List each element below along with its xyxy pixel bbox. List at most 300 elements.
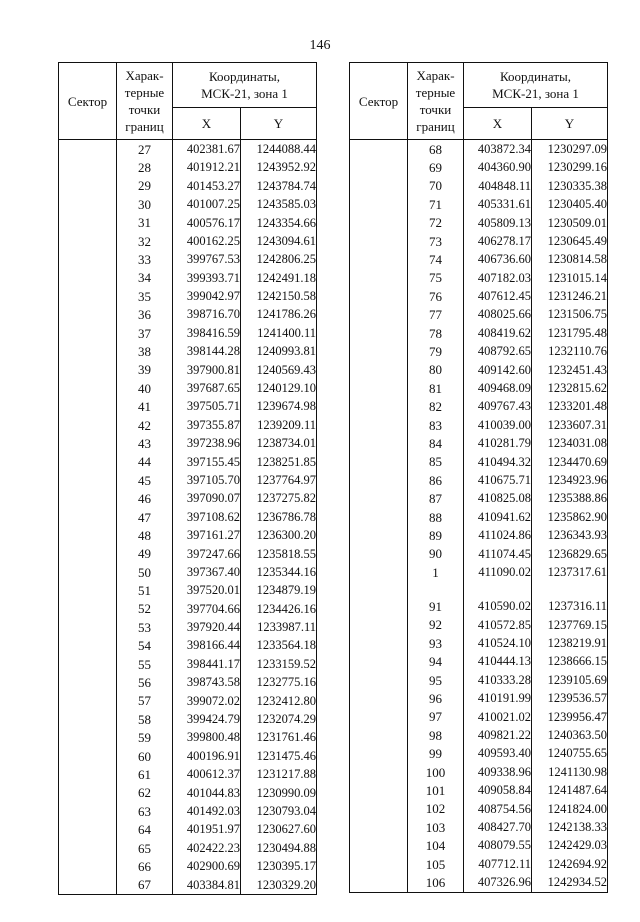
header-points: Харак- терные точки границ — [408, 63, 464, 140]
x-cell: 399800.48 — [173, 729, 241, 747]
y-cell: 1242694.92 — [532, 855, 608, 873]
x-cell: 408792.65 — [464, 342, 532, 360]
y-cell: 1233607.31 — [532, 416, 608, 434]
point-cell: 59 — [117, 729, 173, 747]
point-cell: 89 — [408, 526, 464, 544]
sector-cell — [350, 836, 408, 854]
sector-cell — [350, 763, 408, 781]
table-row — [350, 689, 608, 707]
table-row — [59, 655, 317, 673]
table-row — [350, 597, 608, 615]
point-cell: 36 — [117, 306, 173, 324]
sector-cell — [59, 158, 117, 176]
x-cell: 410941.62 — [464, 508, 532, 526]
point-cell: 54 — [117, 637, 173, 655]
table-row — [350, 342, 608, 360]
y-cell: 1240363.50 — [532, 726, 608, 744]
table-row — [350, 232, 608, 250]
table-row — [350, 195, 608, 213]
y-cell: 1234031.08 — [532, 434, 608, 452]
x-cell: 397505.71 — [173, 397, 241, 415]
y-cell: 1241786.26 — [241, 306, 317, 324]
y-cell: 1239209.11 — [241, 416, 317, 434]
point-cell: 58 — [117, 710, 173, 728]
sector-cell — [350, 416, 408, 434]
sector-cell — [350, 873, 408, 892]
y-cell: 1239105.69 — [532, 671, 608, 689]
point-cell: 76 — [408, 287, 464, 305]
point-cell: 77 — [408, 306, 464, 324]
y-cell: 1241130.98 — [532, 763, 608, 781]
x-cell: 400612.37 — [173, 765, 241, 783]
point-cell: 67 — [117, 876, 173, 895]
table-row — [59, 324, 317, 342]
sector-cell — [350, 232, 408, 250]
y-cell: 1240129.10 — [241, 379, 317, 397]
header-coordinates: Координаты, МСК-21, зона 1 — [173, 63, 317, 108]
x-cell: 406736.60 — [464, 250, 532, 268]
x-cell: 397687.65 — [173, 379, 241, 397]
point-cell: 57 — [117, 692, 173, 710]
x-cell: 405331.61 — [464, 195, 532, 213]
point-cell: 71 — [408, 195, 464, 213]
y-cell: 1238219.91 — [532, 634, 608, 652]
x-cell — [464, 581, 532, 597]
sector-cell — [59, 526, 117, 544]
sector-cell — [350, 616, 408, 634]
table-row — [59, 637, 317, 655]
point-cell: 102 — [408, 800, 464, 818]
point-cell: 44 — [117, 453, 173, 471]
table-row — [350, 653, 608, 671]
point-cell: 45 — [117, 471, 173, 489]
sector-cell — [59, 232, 117, 250]
sector-cell — [350, 361, 408, 379]
table-row — [59, 489, 317, 507]
x-cell: 411090.02 — [464, 563, 532, 581]
table-row — [350, 361, 608, 379]
x-cell: 410572.85 — [464, 616, 532, 634]
table-row — [350, 250, 608, 268]
point-cell: 30 — [117, 195, 173, 213]
sector-cell — [59, 563, 117, 581]
sector-cell — [59, 361, 117, 379]
sector-cell — [350, 634, 408, 652]
point-cell — [408, 581, 464, 597]
sector-cell — [350, 140, 408, 159]
point-cell: 42 — [117, 416, 173, 434]
sector-cell — [59, 765, 117, 783]
table-row — [59, 416, 317, 434]
y-cell: 1233201.48 — [532, 397, 608, 415]
sector-cell — [350, 250, 408, 268]
x-cell: 410191.99 — [464, 689, 532, 707]
table-row — [59, 397, 317, 415]
y-cell: 1241824.00 — [532, 800, 608, 818]
point-cell: 104 — [408, 836, 464, 854]
point-cell: 72 — [408, 214, 464, 232]
x-cell: 402422.23 — [173, 839, 241, 857]
header-sector: Сектор — [350, 63, 408, 140]
point-cell: 56 — [117, 673, 173, 691]
point-cell: 47 — [117, 508, 173, 526]
point-cell: 31 — [117, 214, 173, 232]
x-cell: 400576.17 — [173, 214, 241, 232]
y-cell: 1240569.43 — [241, 361, 317, 379]
table-row — [350, 287, 608, 305]
sector-cell — [59, 214, 117, 232]
sector-cell — [350, 397, 408, 415]
point-cell: 91 — [408, 597, 464, 615]
point-cell: 28 — [117, 158, 173, 176]
sector-cell — [59, 729, 117, 747]
y-cell: 1234923.96 — [532, 471, 608, 489]
sector-cell — [350, 653, 408, 671]
point-cell: 97 — [408, 708, 464, 726]
x-cell: 411024.86 — [464, 526, 532, 544]
x-cell: 401044.83 — [173, 784, 241, 802]
sector-cell — [350, 269, 408, 287]
sector-cell — [59, 710, 117, 728]
y-cell: 1232074.29 — [241, 710, 317, 728]
y-cell: 1234426.16 — [241, 600, 317, 618]
x-cell: 410494.32 — [464, 453, 532, 471]
sector-cell — [59, 600, 117, 618]
x-cell: 401007.25 — [173, 195, 241, 213]
point-cell: 53 — [117, 618, 173, 636]
point-cell: 63 — [117, 802, 173, 820]
y-cell: 1238251.85 — [241, 453, 317, 471]
sector-cell — [350, 689, 408, 707]
point-cell: 69 — [408, 158, 464, 176]
y-cell: 1230329.20 — [241, 876, 317, 895]
table-row — [350, 416, 608, 434]
sector-cell — [350, 287, 408, 305]
table-row — [59, 306, 317, 324]
y-cell: 1230405.40 — [532, 195, 608, 213]
x-cell: 408079.55 — [464, 836, 532, 854]
y-cell: 1230645.49 — [532, 232, 608, 250]
point-cell: 94 — [408, 653, 464, 671]
x-cell: 397161.27 — [173, 526, 241, 544]
y-cell: 1230395.17 — [241, 857, 317, 875]
x-cell: 409468.09 — [464, 379, 532, 397]
point-cell: 35 — [117, 287, 173, 305]
table-row — [59, 195, 317, 213]
x-cell: 398166.44 — [173, 637, 241, 655]
sector-cell — [350, 158, 408, 176]
table-row — [59, 508, 317, 526]
table-row — [350, 545, 608, 563]
point-cell: 37 — [117, 324, 173, 342]
y-cell: 1243784.74 — [241, 177, 317, 195]
header-coordinates: Координаты, МСК-21, зона 1 — [464, 63, 608, 108]
y-cell: 1236343.93 — [532, 526, 608, 544]
sector-cell — [350, 563, 408, 581]
x-cell: 409058.84 — [464, 781, 532, 799]
sector-cell — [59, 673, 117, 691]
y-cell: 1241487.64 — [532, 781, 608, 799]
x-cell: 397090.07 — [173, 489, 241, 507]
y-cell: 1242491.18 — [241, 269, 317, 287]
x-cell: 397247.66 — [173, 545, 241, 563]
x-cell: 398441.17 — [173, 655, 241, 673]
sector-cell — [350, 471, 408, 489]
table-row — [59, 581, 317, 599]
sector-cell — [59, 820, 117, 838]
x-cell: 398743.58 — [173, 673, 241, 691]
sector-cell — [59, 637, 117, 655]
point-cell: 85 — [408, 453, 464, 471]
x-cell: 410333.28 — [464, 671, 532, 689]
y-cell: 1230335.38 — [532, 177, 608, 195]
y-cell: 1243354.66 — [241, 214, 317, 232]
y-cell: 1235862.90 — [532, 508, 608, 526]
point-cell: 40 — [117, 379, 173, 397]
table-row — [350, 781, 608, 799]
point-cell: 93 — [408, 634, 464, 652]
point-cell: 52 — [117, 600, 173, 618]
table-row — [59, 214, 317, 232]
sector-cell — [59, 839, 117, 857]
y-cell: 1231506.75 — [532, 306, 608, 324]
y-cell: 1232775.16 — [241, 673, 317, 691]
x-cell: 397105.70 — [173, 471, 241, 489]
y-cell: 1232451.43 — [532, 361, 608, 379]
table-row — [350, 800, 608, 818]
sector-cell — [350, 508, 408, 526]
table-row — [59, 857, 317, 875]
sector-cell — [350, 177, 408, 195]
point-cell: 49 — [117, 545, 173, 563]
sector-cell — [59, 655, 117, 673]
point-cell: 65 — [117, 839, 173, 857]
y-cell: 1230627.60 — [241, 820, 317, 838]
table-row — [59, 563, 317, 581]
table-row — [59, 140, 317, 159]
sector-cell — [59, 581, 117, 599]
x-cell: 404848.11 — [464, 177, 532, 195]
table-row — [59, 434, 317, 452]
y-cell: 1239536.57 — [532, 689, 608, 707]
y-cell: 1242806.25 — [241, 250, 317, 268]
sector-cell — [350, 214, 408, 232]
table-row — [350, 855, 608, 873]
table-row — [350, 745, 608, 763]
sector-cell — [350, 379, 408, 397]
x-cell: 410524.10 — [464, 634, 532, 652]
table-row — [59, 269, 317, 287]
x-cell: 408427.70 — [464, 818, 532, 836]
sector-cell — [59, 195, 117, 213]
sector-cell — [59, 379, 117, 397]
y-cell: 1230299.16 — [532, 158, 608, 176]
page-number: 146 — [309, 38, 331, 53]
table-row — [59, 692, 317, 710]
y-cell: 1237764.97 — [241, 471, 317, 489]
sector-cell — [59, 324, 117, 342]
x-cell: 404360.90 — [464, 158, 532, 176]
sector-cell — [59, 545, 117, 563]
y-cell: 1243952.92 — [241, 158, 317, 176]
sector-cell — [59, 306, 117, 324]
table-row — [59, 618, 317, 636]
sector-cell — [59, 177, 117, 195]
table-row — [350, 397, 608, 415]
table-row — [350, 616, 608, 634]
point-cell: 100 — [408, 763, 464, 781]
sector-cell — [59, 508, 117, 526]
y-cell: 1230814.58 — [532, 250, 608, 268]
table-row — [59, 379, 317, 397]
coordinates-table-right — [349, 62, 608, 893]
y-cell: 1242150.58 — [241, 287, 317, 305]
sector-cell — [350, 726, 408, 744]
y-cell: 1234879.19 — [241, 581, 317, 599]
sector-cell — [350, 489, 408, 507]
x-cell: 400196.91 — [173, 747, 241, 765]
sector-cell — [59, 618, 117, 636]
y-cell: 1236786.78 — [241, 508, 317, 526]
y-cell: 1238734.01 — [241, 434, 317, 452]
sector-cell — [350, 581, 408, 597]
x-cell: 409821.22 — [464, 726, 532, 744]
y-cell: 1230494.88 — [241, 839, 317, 857]
point-cell: 106 — [408, 873, 464, 892]
y-cell: 1234470.69 — [532, 453, 608, 471]
point-cell: 86 — [408, 471, 464, 489]
x-cell: 397704.66 — [173, 600, 241, 618]
point-cell: 29 — [117, 177, 173, 195]
y-cell: 1244088.44 — [241, 140, 317, 159]
x-cell: 402900.69 — [173, 857, 241, 875]
point-cell: 98 — [408, 726, 464, 744]
table-row — [59, 820, 317, 838]
x-cell: 397108.62 — [173, 508, 241, 526]
table-row — [350, 177, 608, 195]
point-cell: 46 — [117, 489, 173, 507]
sector-cell — [59, 489, 117, 507]
sector-cell — [59, 453, 117, 471]
table-row — [59, 729, 317, 747]
x-cell: 398416.59 — [173, 324, 241, 342]
point-cell: 51 — [117, 581, 173, 599]
table-row — [350, 563, 608, 581]
x-cell: 401951.97 — [173, 820, 241, 838]
point-cell: 43 — [117, 434, 173, 452]
x-cell: 399042.97 — [173, 287, 241, 305]
sector-cell — [350, 855, 408, 873]
point-cell: 64 — [117, 820, 173, 838]
x-cell: 403872.34 — [464, 140, 532, 159]
table-row — [59, 250, 317, 268]
x-cell: 397900.81 — [173, 361, 241, 379]
sector-cell — [350, 745, 408, 763]
sector-cell — [59, 269, 117, 287]
y-cell: 1232412.80 — [241, 692, 317, 710]
table-row — [350, 671, 608, 689]
point-cell: 68 — [408, 140, 464, 159]
x-cell: 402381.67 — [173, 140, 241, 159]
table-row — [350, 379, 608, 397]
x-cell: 401912.21 — [173, 158, 241, 176]
y-cell: 1239674.98 — [241, 397, 317, 415]
table-row — [59, 177, 317, 195]
point-cell: 38 — [117, 342, 173, 360]
table-row — [59, 232, 317, 250]
point-cell: 1 — [408, 563, 464, 581]
y-cell: 1237317.61 — [532, 563, 608, 581]
x-cell: 399767.53 — [173, 250, 241, 268]
x-cell: 399072.02 — [173, 692, 241, 710]
sector-cell — [59, 876, 117, 895]
table-row — [59, 765, 317, 783]
y-cell: 1231761.46 — [241, 729, 317, 747]
point-cell: 82 — [408, 397, 464, 415]
y-cell: 1235344.16 — [241, 563, 317, 581]
header-sector: Сектор — [59, 63, 117, 140]
y-cell: 1231015.14 — [532, 269, 608, 287]
x-cell: 397920.44 — [173, 618, 241, 636]
point-cell: 66 — [117, 857, 173, 875]
point-cell: 99 — [408, 745, 464, 763]
x-cell: 410825.08 — [464, 489, 532, 507]
header-points: Харак- терные точки границ — [117, 63, 173, 140]
header-y: Y — [532, 108, 608, 140]
y-cell: 1230509.01 — [532, 214, 608, 232]
y-cell: 1233564.18 — [241, 637, 317, 655]
point-cell: 81 — [408, 379, 464, 397]
table-row — [350, 471, 608, 489]
table-row — [350, 158, 608, 176]
y-cell: 1240755.65 — [532, 745, 608, 763]
sector-cell — [350, 818, 408, 836]
y-cell — [532, 581, 608, 597]
table-row — [350, 140, 608, 159]
x-cell: 408754.56 — [464, 800, 532, 818]
y-cell: 1237769.15 — [532, 616, 608, 634]
sector-cell — [59, 434, 117, 452]
y-cell: 1237275.82 — [241, 489, 317, 507]
x-cell: 405809.13 — [464, 214, 532, 232]
table-row — [350, 708, 608, 726]
x-cell: 408025.66 — [464, 306, 532, 324]
table-row — [350, 434, 608, 452]
y-cell: 1236300.20 — [241, 526, 317, 544]
table-row — [59, 839, 317, 857]
point-cell: 101 — [408, 781, 464, 799]
x-cell: 397238.96 — [173, 434, 241, 452]
y-cell: 1230990.09 — [241, 784, 317, 802]
point-cell: 73 — [408, 232, 464, 250]
table-row — [59, 747, 317, 765]
sector-cell — [59, 857, 117, 875]
sector-cell — [350, 434, 408, 452]
table-row — [59, 600, 317, 618]
point-cell: 32 — [117, 232, 173, 250]
sector-cell — [59, 802, 117, 820]
coordinates-table-left — [58, 62, 317, 895]
x-cell: 398716.70 — [173, 306, 241, 324]
y-cell: 1233987.11 — [241, 618, 317, 636]
sector-cell — [59, 471, 117, 489]
sector-cell — [350, 545, 408, 563]
point-cell: 84 — [408, 434, 464, 452]
sector-cell — [350, 800, 408, 818]
point-cell: 61 — [117, 765, 173, 783]
x-cell: 407182.03 — [464, 269, 532, 287]
x-cell: 398144.28 — [173, 342, 241, 360]
